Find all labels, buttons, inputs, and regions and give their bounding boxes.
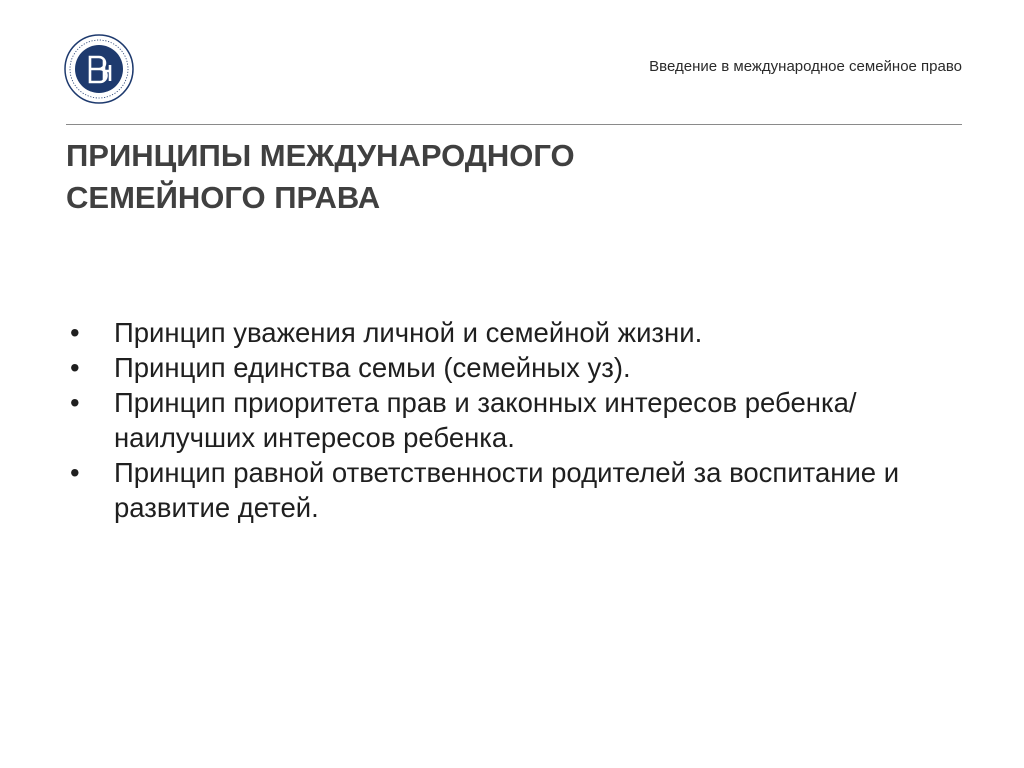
slide-title-line-2: СЕМЕЙНОГО ПРАВА [66,180,381,215]
course-title: Введение в международное семейное право [649,58,962,75]
bullet-icon: • [70,352,80,383]
list-item [66,350,946,385]
principles-list [66,315,946,525]
slide-title [66,135,946,219]
header-divider [66,124,962,125]
university-seal-logo-icon [63,33,135,105]
slide-title-line-1: ПРИНЦИПЫ МЕЖДУНАРОДНОГО [66,138,575,173]
list-item-text: Принцип уважения личной и семейной жизни. [114,317,703,348]
bullet-icon: • [70,387,80,418]
list-item [66,455,946,525]
list-item [66,315,946,350]
list-item [66,385,946,455]
bullet-icon: • [70,317,80,348]
list-item-text: Принцип приоритета прав и законных интересов ребенка/ наилучших интересов ребенка. [114,387,857,453]
list-item-text: Принцип равной ответственности родителей за воспитание и развитие детей. [114,457,900,523]
list-item-text: Принцип единства семьи (семейных уз). [114,352,631,383]
bullet-icon: • [70,457,80,488]
